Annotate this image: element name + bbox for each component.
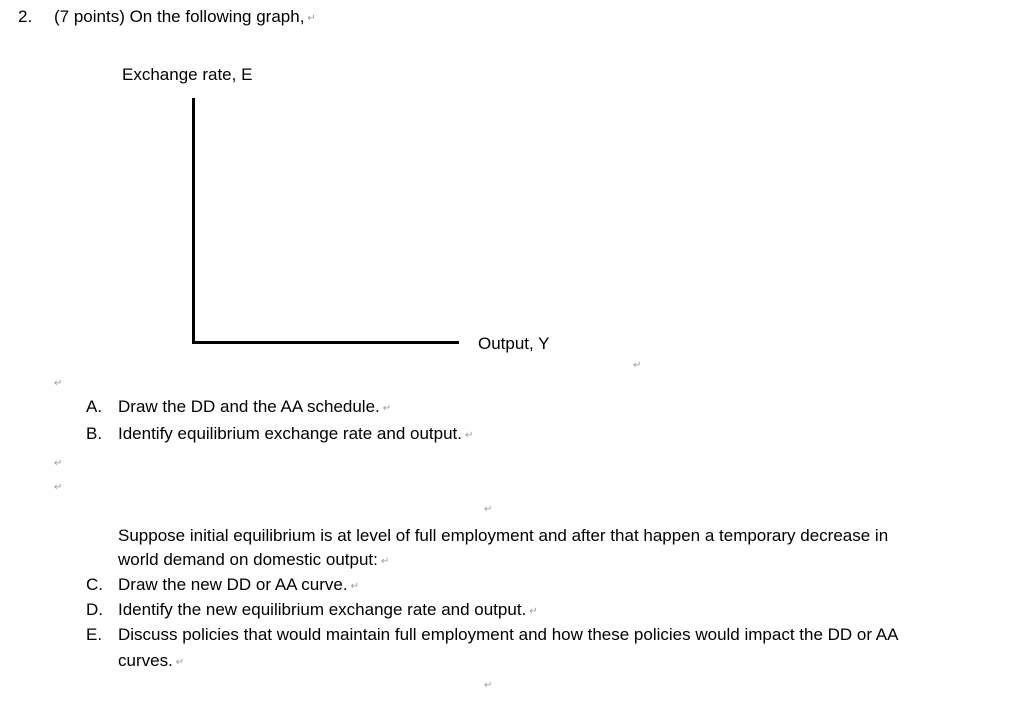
list-item-letter: B.: [86, 424, 103, 443]
paragraph-mark-icon: ↵: [307, 13, 316, 24]
list-item: [118, 575, 359, 595]
paragraph-mark-icon: ↵: [175, 657, 185, 668]
x-axis-line: [192, 341, 459, 344]
list-item-continuation: [118, 651, 184, 671]
paragraph-mark-icon: ↵: [484, 504, 493, 515]
paragraph-mark-icon: ↵: [54, 458, 63, 469]
paragraph-mark-icon: ↵: [484, 680, 493, 691]
x-axis-label: Output, Y: [478, 334, 550, 353]
paragraph-mark-icon: ↵: [382, 403, 392, 414]
question-prompt-text: (7 points) On the following graph,: [54, 7, 305, 26]
paragraph-mark-icon: ↵: [529, 606, 538, 617]
paragraph-mark-icon: ↵: [54, 482, 63, 493]
list-item: [118, 600, 538, 620]
y-axis-line: [192, 98, 195, 344]
y-axis-label: Exchange rate, E: [122, 65, 253, 84]
question-number: 2.: [18, 7, 33, 26]
list-item-text: Draw the new DD or AA curve.: [118, 575, 348, 594]
list-item-text: Identify equilibrium exchange rate and output.: [118, 424, 463, 443]
list-item-letter: E.: [86, 625, 103, 644]
scenario-line-2-text: world demand on domestic output:: [118, 550, 378, 569]
list-item: [118, 397, 391, 417]
scenario-line-1: Suppose initial equilibrium is at level of full employment and after that happen a temporary decrease in: [118, 526, 889, 545]
paragraph-mark-icon: ↵: [350, 581, 359, 592]
list-item-letter: C.: [86, 575, 103, 594]
list-item-continuation-text: curves.: [118, 651, 173, 670]
list-item: [118, 424, 473, 444]
list-item-text: Draw the DD and the AA schedule.: [118, 397, 380, 416]
paragraph-mark-icon: ↵: [54, 378, 63, 389]
scenario-line-2: [118, 550, 389, 570]
list-item-letter: D.: [86, 600, 103, 619]
question-prompt: [54, 7, 316, 27]
list-item-letter: A.: [86, 397, 103, 416]
paragraph-mark-icon: ↵: [380, 556, 390, 567]
list-item: Discuss policies that would maintain full employment and how these policies would impact the DD or AA: [118, 625, 899, 644]
list-item-text: Identify the new equilibrium exchange rate and output.: [118, 600, 527, 619]
paragraph-mark-icon: ↵: [633, 360, 642, 371]
paragraph-mark-icon: ↵: [465, 430, 474, 441]
